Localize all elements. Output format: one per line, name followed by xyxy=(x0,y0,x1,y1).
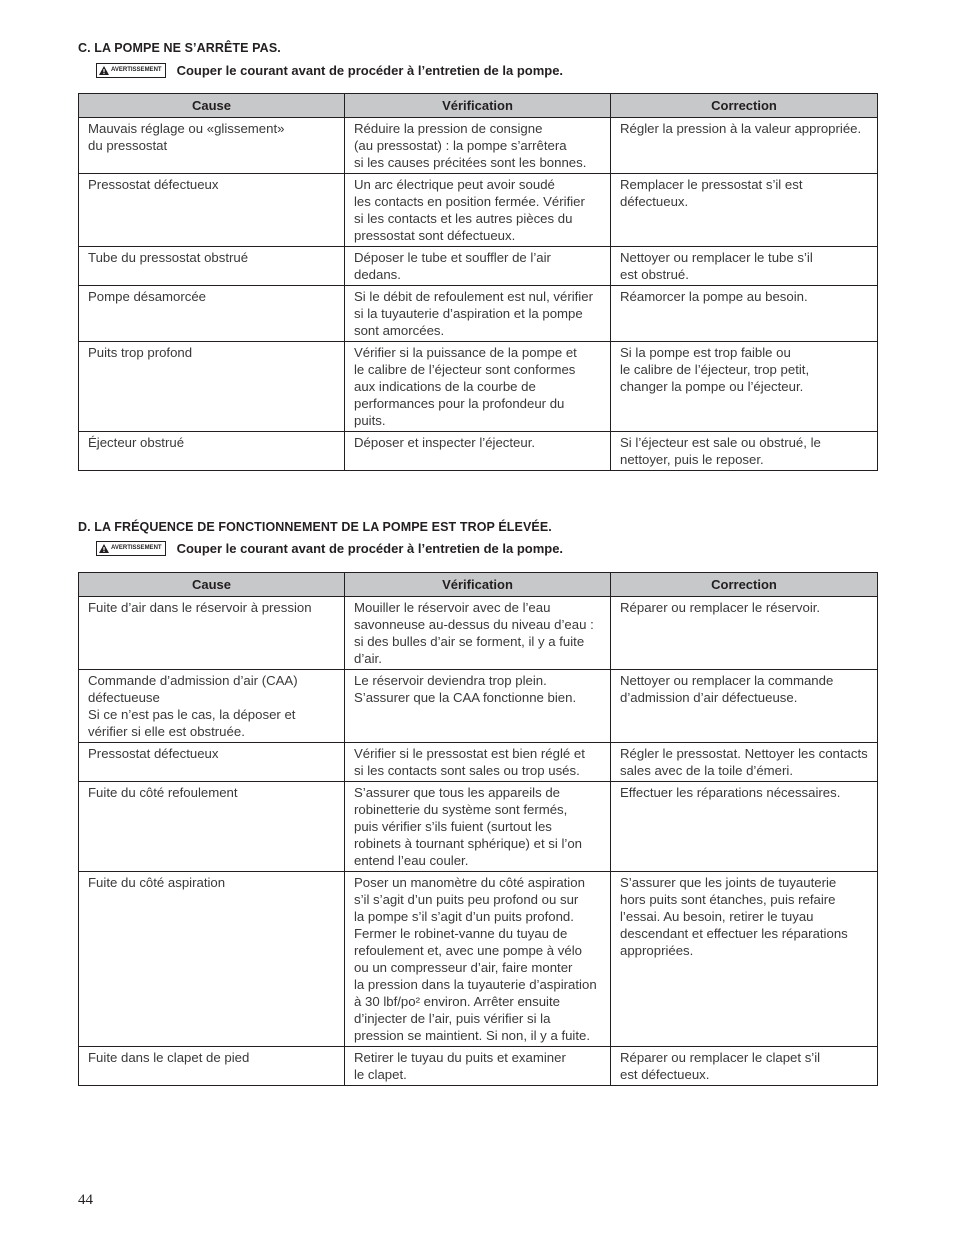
cell-cause: Fuite du côté refoulement xyxy=(79,782,345,872)
warning-text: Couper le courant avant de procéder à l’entretien de la pompe. xyxy=(176,540,564,556)
cell-correction: Si la pompe est trop faible ou le calibre de l’éjecteur, trop petit, changer la pompe ou l’éjecteur. xyxy=(611,342,878,432)
cell-correction: Régler le pressostat. Nettoyer les contacts sales avec de la toile d’émeri. xyxy=(611,743,878,782)
table-row xyxy=(79,670,878,743)
cell-cause: Éjecteur obstrué xyxy=(79,432,345,471)
page-number: 44 xyxy=(78,1192,93,1208)
cell-cause: Pompe désamorcée xyxy=(79,286,345,342)
cell-cause: Tube du pressostat obstrué xyxy=(79,247,345,286)
cell-verification: Déposer et inspecter l’éjecteur. xyxy=(345,432,611,471)
cell-verification: Déposer le tube et souffler de l’air dedans. xyxy=(345,247,611,286)
cell-cause: Fuite du côté aspiration xyxy=(79,872,345,1047)
section-c-warning xyxy=(96,62,563,78)
table-row xyxy=(79,1047,878,1086)
header-cause: Cause xyxy=(79,94,345,118)
cell-correction: Nettoyer ou remplacer la commande d’admission d’air défectueuse. xyxy=(611,670,878,743)
table-row xyxy=(79,597,878,670)
troubleshooting-table-d xyxy=(78,572,878,1086)
warning-triangle-icon xyxy=(99,544,109,553)
header-correction: Correction xyxy=(611,573,878,597)
cell-cause: Pressostat défectueux xyxy=(79,743,345,782)
table-header-row xyxy=(79,573,878,597)
cell-cause: Puits trop profond xyxy=(79,342,345,432)
cell-verification: Poser un manomètre du côté aspiration s’il s’agit d’un puits peu profond ou sur la pompe s’il s’agit d’un puits profond. Fermer le robinet-vanne du tuyau de refoulement et, avec une pompe à vélo ou un compresseur d’air, faire monter la pression dans la tuyauterie d’aspiration à 30 lbf/po² environ. Arrêter ensuite d’injecter de l’air, puis vérifier si la pression se maintient. Si non, il y a fuite. xyxy=(345,872,611,1047)
cell-cause: Mauvais réglage ou «glissement» du pressostat xyxy=(79,118,345,174)
cell-verification: Retirer le tuyau du puits et examiner le clapet. xyxy=(345,1047,611,1086)
cell-cause: Fuite d’air dans le réservoir à pression xyxy=(79,597,345,670)
cell-verification: Le réservoir deviendra trop plein. S’assurer que la CAA fonctionne bien. xyxy=(345,670,611,743)
table-row xyxy=(79,872,878,1047)
cell-correction: Nettoyer ou remplacer le tube s’il est obstrué. xyxy=(611,247,878,286)
header-verification: Vérification xyxy=(345,94,611,118)
table-row xyxy=(79,743,878,782)
cell-cause: Commande d’admission d’air (CAA) défectueuse Si ce n’est pas le cas, la déposer et vérifier si elle est obstruée. xyxy=(79,670,345,743)
table-row xyxy=(79,286,878,342)
warning-badge-label: AVERTISSEMENT xyxy=(111,67,162,73)
cell-correction: Réamorcer la pompe au besoin. xyxy=(611,286,878,342)
warning-badge-label: AVERTISSEMENT xyxy=(111,545,162,551)
cell-cause: Pressostat défectueux xyxy=(79,174,345,247)
table-row xyxy=(79,342,878,432)
cell-verification: Mouiller le réservoir avec de l’eau savonneuse au-dessus du niveau d’eau : si des bulles d’air se forment, il y a fuite d’air. xyxy=(345,597,611,670)
section-d-warning xyxy=(96,540,563,556)
cell-verification: Si le débit de refoulement est nul, vérifier si la tuyauterie d’aspiration et la pompe sont amorcées. xyxy=(345,286,611,342)
warning-badge xyxy=(96,541,166,556)
table-row xyxy=(79,432,878,471)
cell-correction: Remplacer le pressostat s’il est défectueux. xyxy=(611,174,878,247)
cell-correction: S’assurer que les joints de tuyauterie hors puits sont étanches, puis refaire l’essai. Au besoin, retirer le tuyau descendant et effectuer les réparations appropriées. xyxy=(611,872,878,1047)
cell-correction: Effectuer les réparations nécessaires. xyxy=(611,782,878,872)
cell-verification: Vérifier si le pressostat est bien réglé et si les contacts sont sales ou trop usés. xyxy=(345,743,611,782)
table-header-row xyxy=(79,94,878,118)
cell-correction: Régler la pression à la valeur appropriée. xyxy=(611,118,878,174)
cell-verification: S’assurer que tous les appareils de robinetterie du système sont fermés, puis vérifier s’ils fuient (surtout les robinets à tournant sphérique) et si l’on entend l’eau couler. xyxy=(345,782,611,872)
warning-text: Couper le courant avant de procéder à l’entretien de la pompe. xyxy=(176,62,564,78)
warning-badge xyxy=(96,63,166,78)
cell-correction: Réparer ou remplacer le clapet s’il est défectueux. xyxy=(611,1047,878,1086)
cell-correction: Réparer ou remplacer le réservoir. xyxy=(611,597,878,670)
cell-verification: Vérifier si la puissance de la pompe et le calibre de l’éjecteur sont conformes aux indications de la courbe de performances pour la profondeur du puits. xyxy=(345,342,611,432)
cell-verification: Réduire la pression de consigne (au pressostat) : la pompe s’arrêtera si les causes précitées sont les bonnes. xyxy=(345,118,611,174)
table-row xyxy=(79,782,878,872)
section-c-title: C. LA POMPE NE S’ARRÊTE PAS. xyxy=(78,41,281,55)
table-row xyxy=(79,174,878,247)
header-verification: Vérification xyxy=(345,573,611,597)
table-row xyxy=(79,247,878,286)
table-row xyxy=(79,118,878,174)
cell-verification: Un arc électrique peut avoir soudé les contacts en position fermée. Vérifier si les contacts et les autres pièces du pressostat sont défectueux. xyxy=(345,174,611,247)
section-d-title: D. LA FRÉQUENCE DE FONCTIONNEMENT DE LA POMPE EST TROP ÉLEVÉE. xyxy=(78,520,552,534)
header-correction: Correction xyxy=(611,94,878,118)
cell-cause: Fuite dans le clapet de pied xyxy=(79,1047,345,1086)
header-cause: Cause xyxy=(79,573,345,597)
warning-triangle-icon xyxy=(99,66,109,75)
cell-correction: Si l’éjecteur est sale ou obstrué, le nettoyer, puis le reposer. xyxy=(611,432,878,471)
troubleshooting-table-c xyxy=(78,93,878,471)
